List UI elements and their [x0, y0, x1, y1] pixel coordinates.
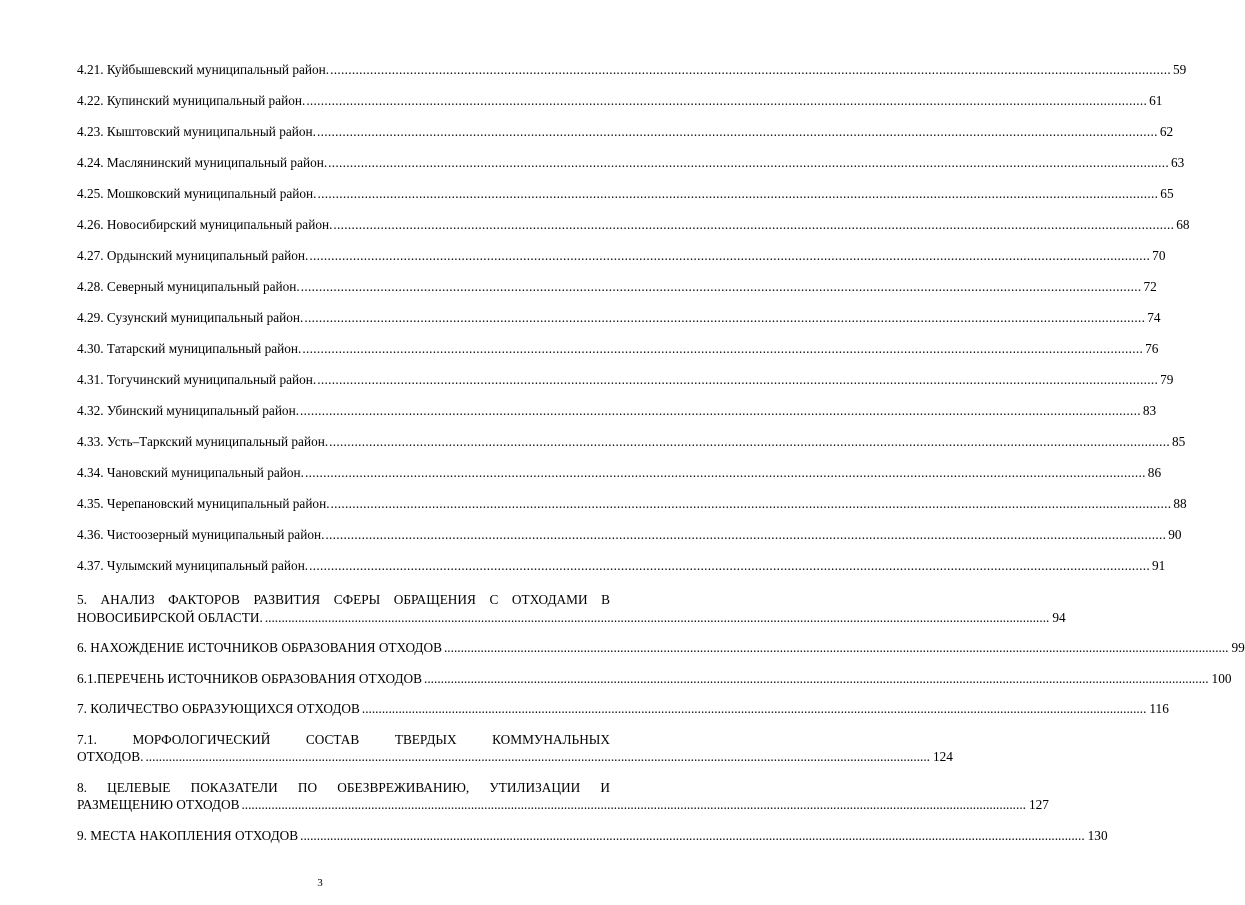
- toc-item-number: 4.28.: [77, 279, 104, 294]
- dot-leader: [302, 341, 1143, 357]
- dot-leader: [331, 496, 1172, 512]
- toc-item-label: Мошковский муниципальный район.: [106, 186, 317, 201]
- toc-section-entry[interactable]: [77, 670, 1232, 688]
- toc-item-label: Татарский муниципальный район.: [106, 341, 302, 356]
- toc-item-label: Маслянинский муниципальный район.: [106, 155, 328, 170]
- toc-item-number: 4.33.: [77, 434, 104, 449]
- toc-item-title: [77, 372, 316, 388]
- toc-section-title-line: [77, 796, 1049, 814]
- toc-section-title: НОВОСИБИРСКОЙ ОБЛАСТИ.: [77, 609, 263, 625]
- toc-item-label: Новосибирский муниципальный район.: [106, 217, 333, 232]
- toc-item-title: [77, 62, 329, 78]
- toc-item-number: 4.34.: [77, 465, 104, 480]
- toc-item-title: [77, 279, 300, 295]
- toc-item-title: [77, 434, 328, 450]
- toc-item-label: Кыштовский муниципальный район.: [106, 124, 316, 139]
- toc-item-page: 72: [1143, 279, 1157, 294]
- toc-item-page: 85: [1172, 434, 1186, 449]
- toc-item-label: Тогучинский муниципальный район.: [106, 372, 317, 387]
- dot-leader: [325, 527, 1166, 543]
- toc-section-title-line1: 8. ЦЕЛЕВЫЕ ПОКАЗАТЕЛИ ПО ОБЕЗВРЕЖИВАНИЮ, УТИЛИЗАЦИИ И: [77, 779, 610, 795]
- toc-item-title: [77, 310, 303, 326]
- toc-item-4-35[interactable]: [77, 496, 1187, 527]
- toc-item-page: 79: [1160, 372, 1174, 387]
- toc-item-title: [77, 124, 316, 140]
- toc-section-title-line1: 5. АНАЛИЗ ФАКТОРОВ РАЗВИТИЯ СФЕРЫ ОБРАЩЕНИЯ С ОТХОДАМИ В: [77, 592, 610, 607]
- dot-leader: [306, 93, 1147, 109]
- dot-leader: [300, 403, 1141, 419]
- toc-item-4-25[interactable]: [77, 186, 1174, 217]
- toc-item-label: Черепановский муниципальный район.: [106, 496, 330, 511]
- toc-item-4-27[interactable]: [77, 248, 1166, 279]
- toc-item-title: [77, 341, 301, 357]
- toc-section-title: ОТХОДОВ.: [77, 749, 144, 764]
- toc-item-page: 59: [1172, 62, 1187, 77]
- toc-item-number: 4.22.: [77, 93, 104, 108]
- toc-item-label: Усть–Таркский муниципальный район.: [106, 434, 329, 449]
- toc-item-page: 65: [1160, 186, 1174, 201]
- dot-leader: [317, 372, 1158, 388]
- toc-section-page: 127: [1028, 797, 1049, 812]
- dot-leader: [328, 155, 1169, 171]
- toc-item-title: [77, 155, 327, 171]
- toc-item-number: 4.25.: [77, 186, 104, 201]
- toc-item-number: 4.29.: [77, 310, 104, 325]
- toc-section-page: 100: [1211, 670, 1232, 686]
- toc-item-page: 74: [1147, 310, 1161, 325]
- dot-leader: ............................................................................................................................................................................................................................................: [361, 701, 1147, 716]
- toc-item-page: 76: [1145, 341, 1159, 356]
- toc-item-label: Куйбышевский муниципальный район.: [106, 62, 330, 77]
- toc-item-page: 86: [1147, 465, 1162, 480]
- toc-section-title-line: [77, 700, 1169, 718]
- toc-item-label: Чулымский муниципальный район.: [106, 558, 309, 573]
- toc-item-page: 83: [1142, 403, 1157, 418]
- toc-item-page: 90: [1168, 527, 1182, 542]
- toc-section-title-line: [77, 827, 1108, 845]
- toc-item-page: 61: [1149, 93, 1163, 108]
- toc-item-title: [77, 527, 324, 543]
- toc-item-page: 88: [1173, 496, 1187, 511]
- dot-leader: [301, 279, 1142, 295]
- toc-item-title: [77, 403, 299, 419]
- toc-section-title-line: [77, 748, 953, 766]
- toc-item-page: 62: [1159, 124, 1174, 139]
- toc-item-title: [77, 248, 308, 264]
- toc-item-number: 4.35.: [77, 496, 104, 511]
- toc-item-title: [77, 186, 316, 202]
- toc-item-label: Купинский муниципальный район.: [106, 93, 306, 108]
- toc-item-number: 4.31.: [77, 372, 104, 387]
- table-of-contents: [77, 62, 1245, 857]
- toc-item-4-29[interactable]: [77, 310, 1161, 341]
- dot-leader: [305, 465, 1146, 481]
- toc-item-number: 4.32.: [77, 403, 104, 418]
- dot-leader: [309, 248, 1150, 264]
- toc-item-title: [77, 558, 308, 574]
- toc-section-entry[interactable]: [77, 700, 1169, 718]
- toc-item-number: 4.37.: [77, 558, 104, 573]
- dot-leader: [333, 217, 1174, 233]
- toc-item-label: Чановский муниципальный район.: [106, 465, 304, 480]
- dot-leader: [309, 558, 1150, 574]
- toc-section-title: 7. КОЛИЧЕСТВО ОБРАЗУЮЩИХСЯ ОТХОДОВ: [77, 701, 360, 716]
- toc-item-page: 68: [1176, 217, 1190, 232]
- toc-section-title-line: [77, 609, 1066, 627]
- dot-leader: [317, 124, 1158, 140]
- page-number: 3: [317, 877, 323, 889]
- toc-item-4-28[interactable]: [77, 279, 1157, 310]
- toc-item-number: 4.24.: [77, 155, 104, 170]
- dot-leader: ............................................................................................................................................................................................................................................: [300, 827, 1085, 843]
- toc-item-4-30[interactable]: [77, 341, 1159, 372]
- toc-item-title: [77, 496, 330, 512]
- toc-section-title: РАЗМЕЩЕНИЮ ОТХОДОВ: [77, 797, 240, 812]
- toc-section-entry[interactable]: [77, 779, 1049, 814]
- toc-item-page: 91: [1151, 558, 1166, 573]
- toc-item-label: Северный муниципальный район.: [106, 279, 300, 294]
- toc-item-page: 63: [1171, 155, 1185, 170]
- toc-section-page: 99: [1231, 640, 1245, 655]
- dot-leader: [304, 310, 1145, 326]
- dot-leader: [330, 62, 1171, 78]
- dot-leader: ............................................................................................................................................................................................................................................: [241, 797, 1026, 812]
- toc-section-title: 9. МЕСТА НАКОПЛЕНИЯ ОТХОДОВ: [77, 827, 299, 843]
- toc-section-entry[interactable]: [77, 731, 953, 766]
- toc-section-entry[interactable]: [77, 827, 1108, 845]
- toc-item-label: Убинский муниципальный район.: [106, 403, 300, 418]
- toc-section-page: 116: [1149, 701, 1169, 716]
- toc-item-label: Ордынский муниципальный район.: [106, 248, 309, 263]
- toc-section-page: 130: [1087, 827, 1108, 843]
- toc-section-title-line: [77, 670, 1232, 688]
- toc-section-title: 6. НАХОЖДЕНИЕ ИСТОЧНИКОВ ОБРАЗОВАНИЯ ОТХОДОВ: [77, 640, 442, 655]
- toc-item-4-24[interactable]: [77, 155, 1185, 186]
- toc-section-title: 6.1.ПЕРЕЧЕНЬ ИСТОЧНИКОВ ОБРАЗОВАНИЯ ОТХОДОВ: [77, 670, 423, 686]
- toc-item-4-31[interactable]: [77, 372, 1174, 403]
- toc-section-entry[interactable]: [77, 639, 1245, 657]
- toc-item-4-33[interactable]: [77, 434, 1186, 465]
- toc-item-page: 70: [1152, 248, 1166, 263]
- toc-item-label: Сузунский муниципальный район.: [106, 310, 304, 325]
- toc-item-4-34[interactable]: [77, 465, 1162, 496]
- toc-item-number: 4.27.: [77, 248, 104, 263]
- toc-item-number: 4.21.: [77, 62, 104, 77]
- toc-section-entry[interactable]: [77, 591, 1066, 626]
- dot-leader: ............................................................................................................................................................................................................................................: [443, 640, 1229, 655]
- toc-item-4-37[interactable]: [77, 558, 1166, 589]
- toc-subsection-list: [77, 62, 1190, 589]
- toc-item-number: 4.23.: [77, 124, 104, 139]
- toc-item-label: Чистоозерный муниципальный район.: [106, 527, 325, 542]
- dot-leader: ............................................................................................................................................................................................................................................: [264, 609, 1050, 625]
- toc-item-4-23[interactable]: [77, 124, 1174, 155]
- toc-item-4-26[interactable]: [77, 217, 1190, 248]
- dot-leader: ............................................................................................................................................................................................................................................: [145, 749, 930, 764]
- toc-item-title: [77, 217, 332, 233]
- toc-item-number: 4.26.: [77, 217, 104, 232]
- toc-item-4-32[interactable]: [77, 403, 1157, 434]
- toc-item-number: 4.36.: [77, 527, 104, 542]
- toc-item-title: [77, 93, 305, 109]
- toc-section-page: 124: [932, 749, 953, 764]
- toc-item-4-36[interactable]: [77, 527, 1182, 558]
- dot-leader: ............................................................................................................................................................................................................................................: [424, 670, 1209, 686]
- toc-section-title-line1: 7.1. МОРФОЛОГИЧЕСКИЙ СОСТАВ ТВЕРДЫХ КОММУНАЛЬНЫХ: [77, 731, 610, 747]
- toc-section-title-line: [77, 639, 1245, 657]
- toc-section-list: [77, 591, 1245, 844]
- toc-item-4-21[interactable]: [77, 62, 1187, 93]
- dot-leader: [329, 434, 1170, 450]
- toc-section-page: 94: [1052, 609, 1066, 625]
- dot-leader: [317, 186, 1158, 202]
- toc-item-4-22[interactable]: [77, 93, 1163, 124]
- toc-item-number: 4.30.: [77, 341, 104, 356]
- toc-item-title: [77, 465, 304, 481]
